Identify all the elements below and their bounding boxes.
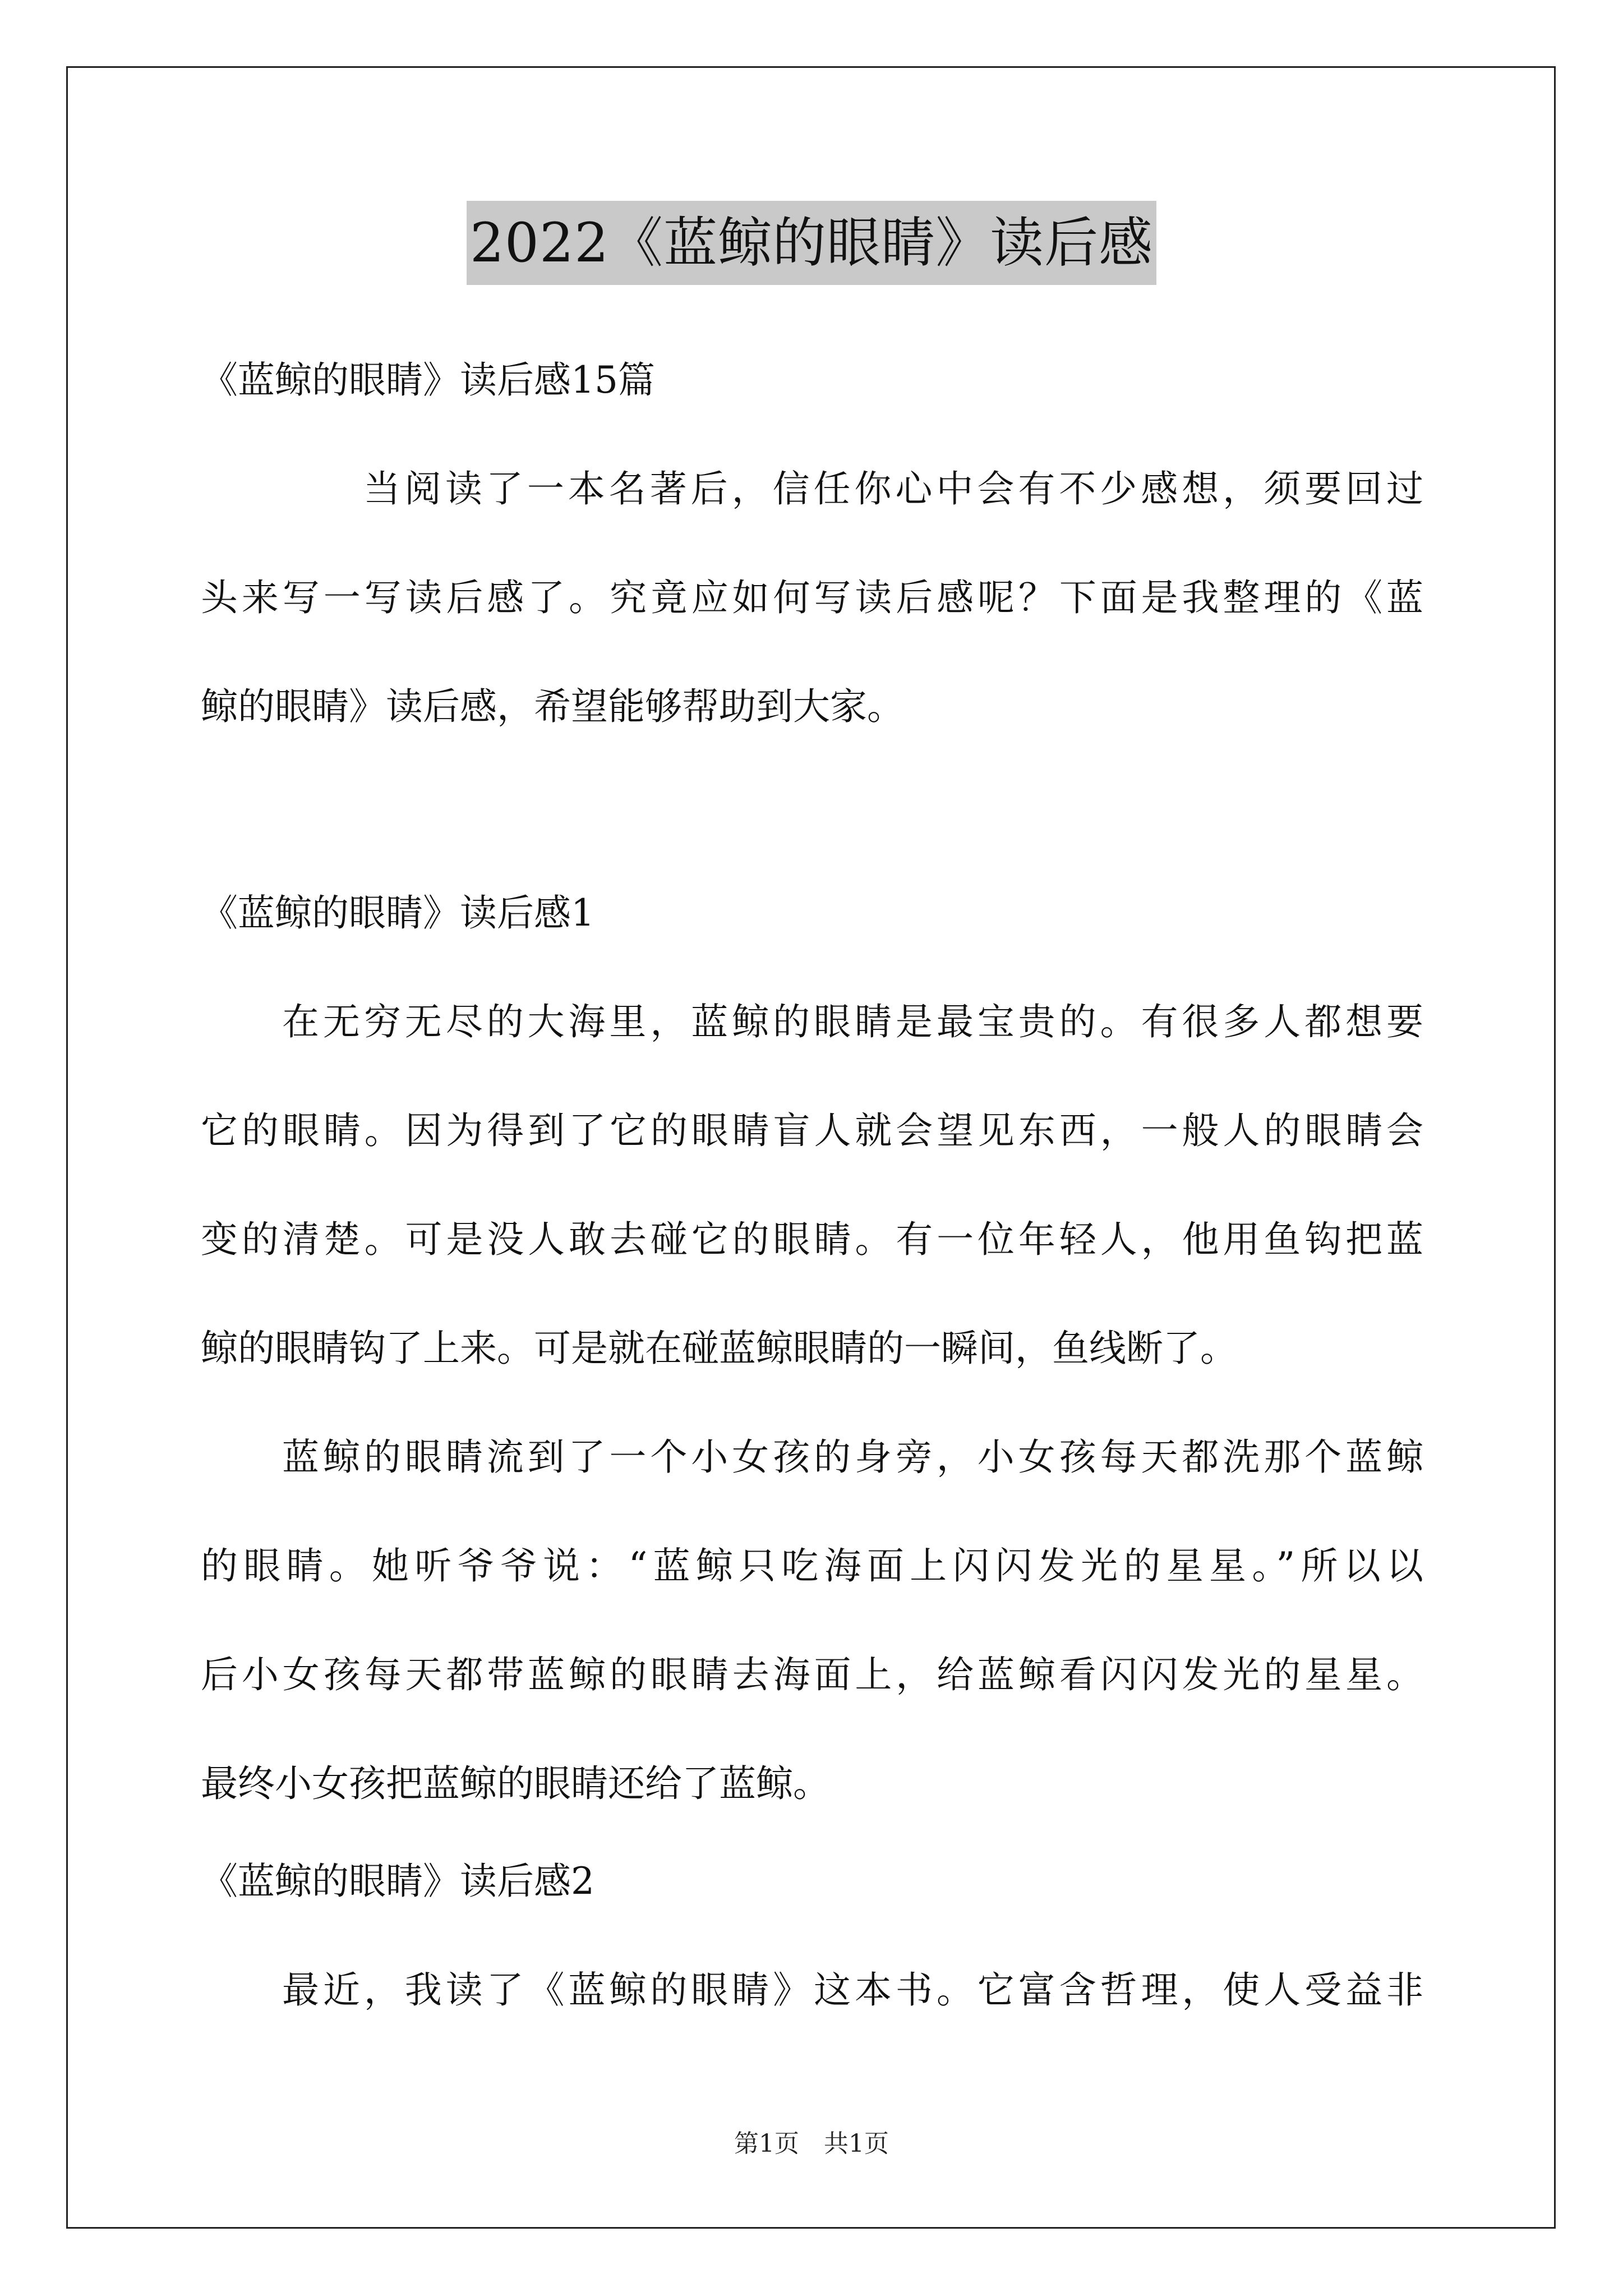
paragraph-line: 蓝鲸的眼睛流到了一个小女孩的身旁，小女孩每天都洗那个蓝鲸 [282,1435,1423,1479]
paragraph-line: 在无穷无尽的大海里，蓝鲸的眼睛是最宝贵的。有很多人都想要 [282,1000,1423,1043]
paragraph-line: 鲸的眼睛钩了上来。可是就在碰蓝鲸眼睛的一瞬间，鱼线断了。 [201,1327,1237,1370]
document-title: 2022《蓝鲸的眼睛》读后感 [467,201,1156,285]
intro-line: 头来写一写读后感了。究竟应如何写读后感呢？下面是我整理的《蓝 [201,576,1423,619]
paragraph-line: 它的眼睛。因为得到了它的眼睛盲人就会望见东西，一般人的眼睛会 [201,1109,1423,1152]
intro-line: 当阅读了一本名著后，信任你心中会有不少感想，须要回过 [363,467,1423,510]
paragraph-line: 变的清楚。可是没人敢去碰它的眼睛。有一位年轻人，他用鱼钩把蓝 [201,1218,1423,1261]
section-heading-1: 《蓝鲸的眼睛》读后感1 [201,891,594,935]
page-footer: 第1页 共1页 [734,2129,889,2158]
paragraph-line: 后小女孩每天都带蓝鲸的眼睛去海面上，给蓝鲸看闪闪发光的星星。 [201,1653,1423,1696]
title-container [0,201,1623,285]
paragraph-line: 最终小女孩把蓝鲸的眼睛还给了蓝鲸。 [201,1762,830,1805]
paragraph-line: 的眼睛。她听爷爷说：“蓝鲸只吃海面上闪闪发光的星星。”所以以 [201,1544,1423,1588]
intro-line: 鲸的眼睛》读后感，希望能够帮助到大家。 [201,685,904,728]
section-heading-2: 《蓝鲸的眼睛》读后感2 [201,1860,594,1903]
document-subtitle: 《蓝鲸的眼睛》读后感15篇 [201,358,655,402]
paragraph-line: 最近，我读了《蓝鲸的眼睛》这本书。它富含哲理，使人受益非 [282,1968,1423,2012]
